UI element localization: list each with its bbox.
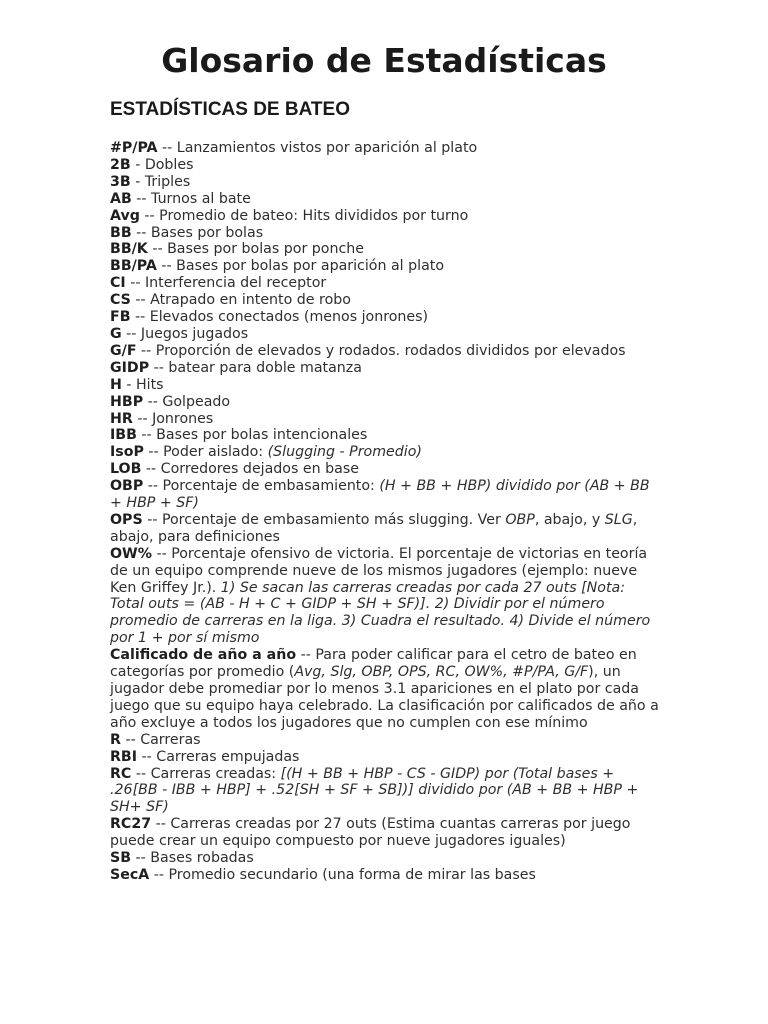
glossary-definition-italic: (H + BB + HBP) dividido por (AB + BB + HBP + SF) [110, 478, 650, 512]
glossary-term: FB [110, 309, 131, 326]
glossary-definition: -- Jonrones [132, 410, 214, 427]
glossary-term: IsoP [110, 444, 144, 461]
glossary-definition: -- Juegos jugados [121, 325, 249, 342]
glossary-term: Calificado de año a año [110, 647, 297, 664]
glossary-term: CS [110, 292, 131, 309]
glossary-term: SecA [110, 866, 150, 883]
glossary-definition: - Dobles [130, 156, 194, 173]
glossary-entry [110, 512, 660, 546]
glossary-definition: -- Porcentaje ofensivo de victoria. El porcentaje de victorias en teoría de un equipo comprende nueve de los mismos jugadores (ejemplo: nueve Ken Griffey Jr.). [110, 545, 648, 596]
glossary-definition: -- Carreras [120, 731, 201, 748]
glossary-definition: -- Turnos al bate [131, 190, 251, 207]
glossary-definition: -- Atrapado en intento de robo [130, 292, 351, 309]
glossary-entry [110, 241, 660, 258]
glossary-term: G [110, 325, 122, 342]
glossary-term: R [110, 731, 121, 748]
glossary-entry [110, 309, 660, 326]
glossary-entry [110, 732, 660, 749]
glossary-term: 3B [110, 173, 131, 190]
glossary-definition-italic: Avg, Slg, OBP, OPS, RC, OW%, #P/PA, G/F [294, 664, 589, 681]
glossary-definition: , abajo, y [534, 511, 605, 528]
glossary-entry [110, 140, 660, 157]
glossary-entry [110, 766, 660, 817]
glossary-definition: -- Bases por bolas por ponche [147, 241, 364, 258]
glossary-term: BB/K [110, 241, 148, 258]
glossary-entry [110, 360, 660, 377]
glossary-definition: -- Lanzamientos vistos por aparición al plato [157, 140, 478, 156]
glossary-definition: -- Carreras empujadas [137, 748, 300, 765]
glossary-entry [110, 461, 660, 478]
glossary-entry [110, 647, 660, 732]
glossary-entry [110, 749, 660, 766]
section-heading: ESTADÍSTICAS DE BATEO [110, 99, 350, 120]
glossary-entry [110, 191, 660, 208]
glossary-entry [110, 275, 660, 292]
glossary-definition: -- Promedio de bateo: Hits divididos por turno [139, 207, 469, 224]
glossary-definition-italic: (Slugging - Promedio) [267, 444, 422, 461]
glossary-definition: -- Bases robadas [131, 850, 254, 867]
glossary-entry [110, 427, 660, 444]
glossary-definition: -- Golpeado [143, 393, 231, 410]
glossary-definition: -- batear para doble matanza [149, 359, 362, 376]
glossary-definition-italic: SLG [604, 511, 633, 528]
glossary-entry [110, 225, 660, 242]
glossary-entry [110, 343, 660, 360]
glossary-term: #P/PA [110, 140, 158, 156]
glossary-term: CI [110, 275, 126, 292]
glossary-definition-italic: OBP [505, 511, 535, 528]
glossary-definition: -- Elevados conectados (menos jonrones) [130, 309, 429, 326]
glossary-definition: -- Bases por bolas [131, 224, 264, 241]
glossary-term: OBP [110, 478, 144, 495]
glossary-entry [110, 258, 660, 275]
glossary-definition: - Triples [130, 173, 191, 190]
glossary-entry [110, 377, 660, 394]
glossary-entry [110, 850, 660, 867]
glossary-entry [110, 394, 660, 411]
glossary-term: G/F [110, 342, 137, 359]
glossary-entry [110, 411, 660, 428]
glossary-definition: -- Carreras creadas por 27 outs (Estima cuantas carreras por juego puede crear un equipo compuesto por nueve jugadores iguales) [110, 816, 631, 850]
glossary-entry [110, 444, 660, 461]
glossary-term: BB [110, 224, 132, 241]
glossary-term: OPS [110, 511, 143, 528]
glossary-term: H [110, 376, 122, 393]
glossary-definition: -- Proporción de elevados y rodados. rodados divididos por elevados [136, 342, 626, 359]
glossary-entry [110, 816, 660, 850]
glossary-definition: -- Interferencia del receptor [125, 275, 327, 292]
glossary-definition: -- Bases por bolas intencionales [136, 427, 368, 444]
glossary-term: 2B [110, 156, 131, 173]
glossary-entry [110, 208, 660, 225]
glossary-term: HR [110, 410, 133, 427]
glossary-definition: -- Para poder calificar para el cetro de bateo en categorías por promedio ( [110, 647, 637, 681]
glossary-entry [110, 867, 660, 884]
glossary-term: SB [110, 850, 132, 867]
glossary-term: Avg [110, 207, 140, 224]
glossary-entry [110, 478, 660, 512]
glossary-definition: - Hits [121, 376, 164, 393]
glossary-definition: ), un jugador debe promediar por lo menos 3.1 apariciones en el plato por cada juego que su equipo haya celebrado. La clasificación por calificados de año a año excluye a todos los jugadores que no cumplen con ese mínimo [110, 664, 659, 731]
glossary-entry [110, 546, 660, 647]
glossary-term: RC [110, 765, 132, 782]
glossary-term: AB [110, 190, 132, 207]
glossary-definition: -- Corredores dejados en base [141, 461, 359, 478]
glossary-definition: -- Carreras creadas: [131, 765, 281, 782]
glossary-term: BB/PA [110, 258, 157, 275]
glossary-definition: , abajo, para definiciones [110, 511, 638, 545]
glossary-entry [110, 326, 660, 343]
glossary-entry [110, 174, 660, 191]
glossary-term: GIDP [110, 359, 150, 376]
glossary-term: LOB [110, 461, 142, 478]
glossary-definition: -- Porcentaje de embasamiento: [143, 478, 380, 495]
document-title: Glosario de Estadísticas [161, 41, 607, 80]
glossary-term: RC27 [110, 816, 152, 833]
glossary-term: OW% [110, 545, 152, 562]
glossary-term: RBI [110, 748, 138, 765]
glossary-definition: -- Poder aislado: [143, 444, 268, 461]
glossary-definition-italic: 1) Se sacan las carreras creadas por cada 27 outs [Nota: Total outs = (AB - H + C + GIDP + SH + SF)]. 2) Dividir por el número promedio de carreras en la liga. 3) Cuadra el resultado. 4) Divide el número por 1 + por sí mismo [110, 579, 651, 647]
glossary-definition: -- Porcentaje de embasamiento más slugging. Ver [142, 511, 506, 528]
glossary-definition: -- Bases por bolas por aparición al plato [156, 258, 445, 275]
glossary-list [110, 140, 660, 884]
glossary-definition-italic: [(H + BB + HBP - CS - GIDP) por (Total bases + .26[BB - IBB + HBP] + .52[SH + SF + SB])] dividido por (AB + BB + HBP + SH+ SF) [110, 765, 639, 816]
glossary-term: IBB [110, 427, 137, 444]
glossary-definition: -- Promedio secundario (una forma de mirar las bases [149, 866, 536, 883]
glossary-term: HBP [110, 393, 144, 410]
glossary-entry [110, 292, 660, 309]
glossary-entry [110, 157, 660, 174]
